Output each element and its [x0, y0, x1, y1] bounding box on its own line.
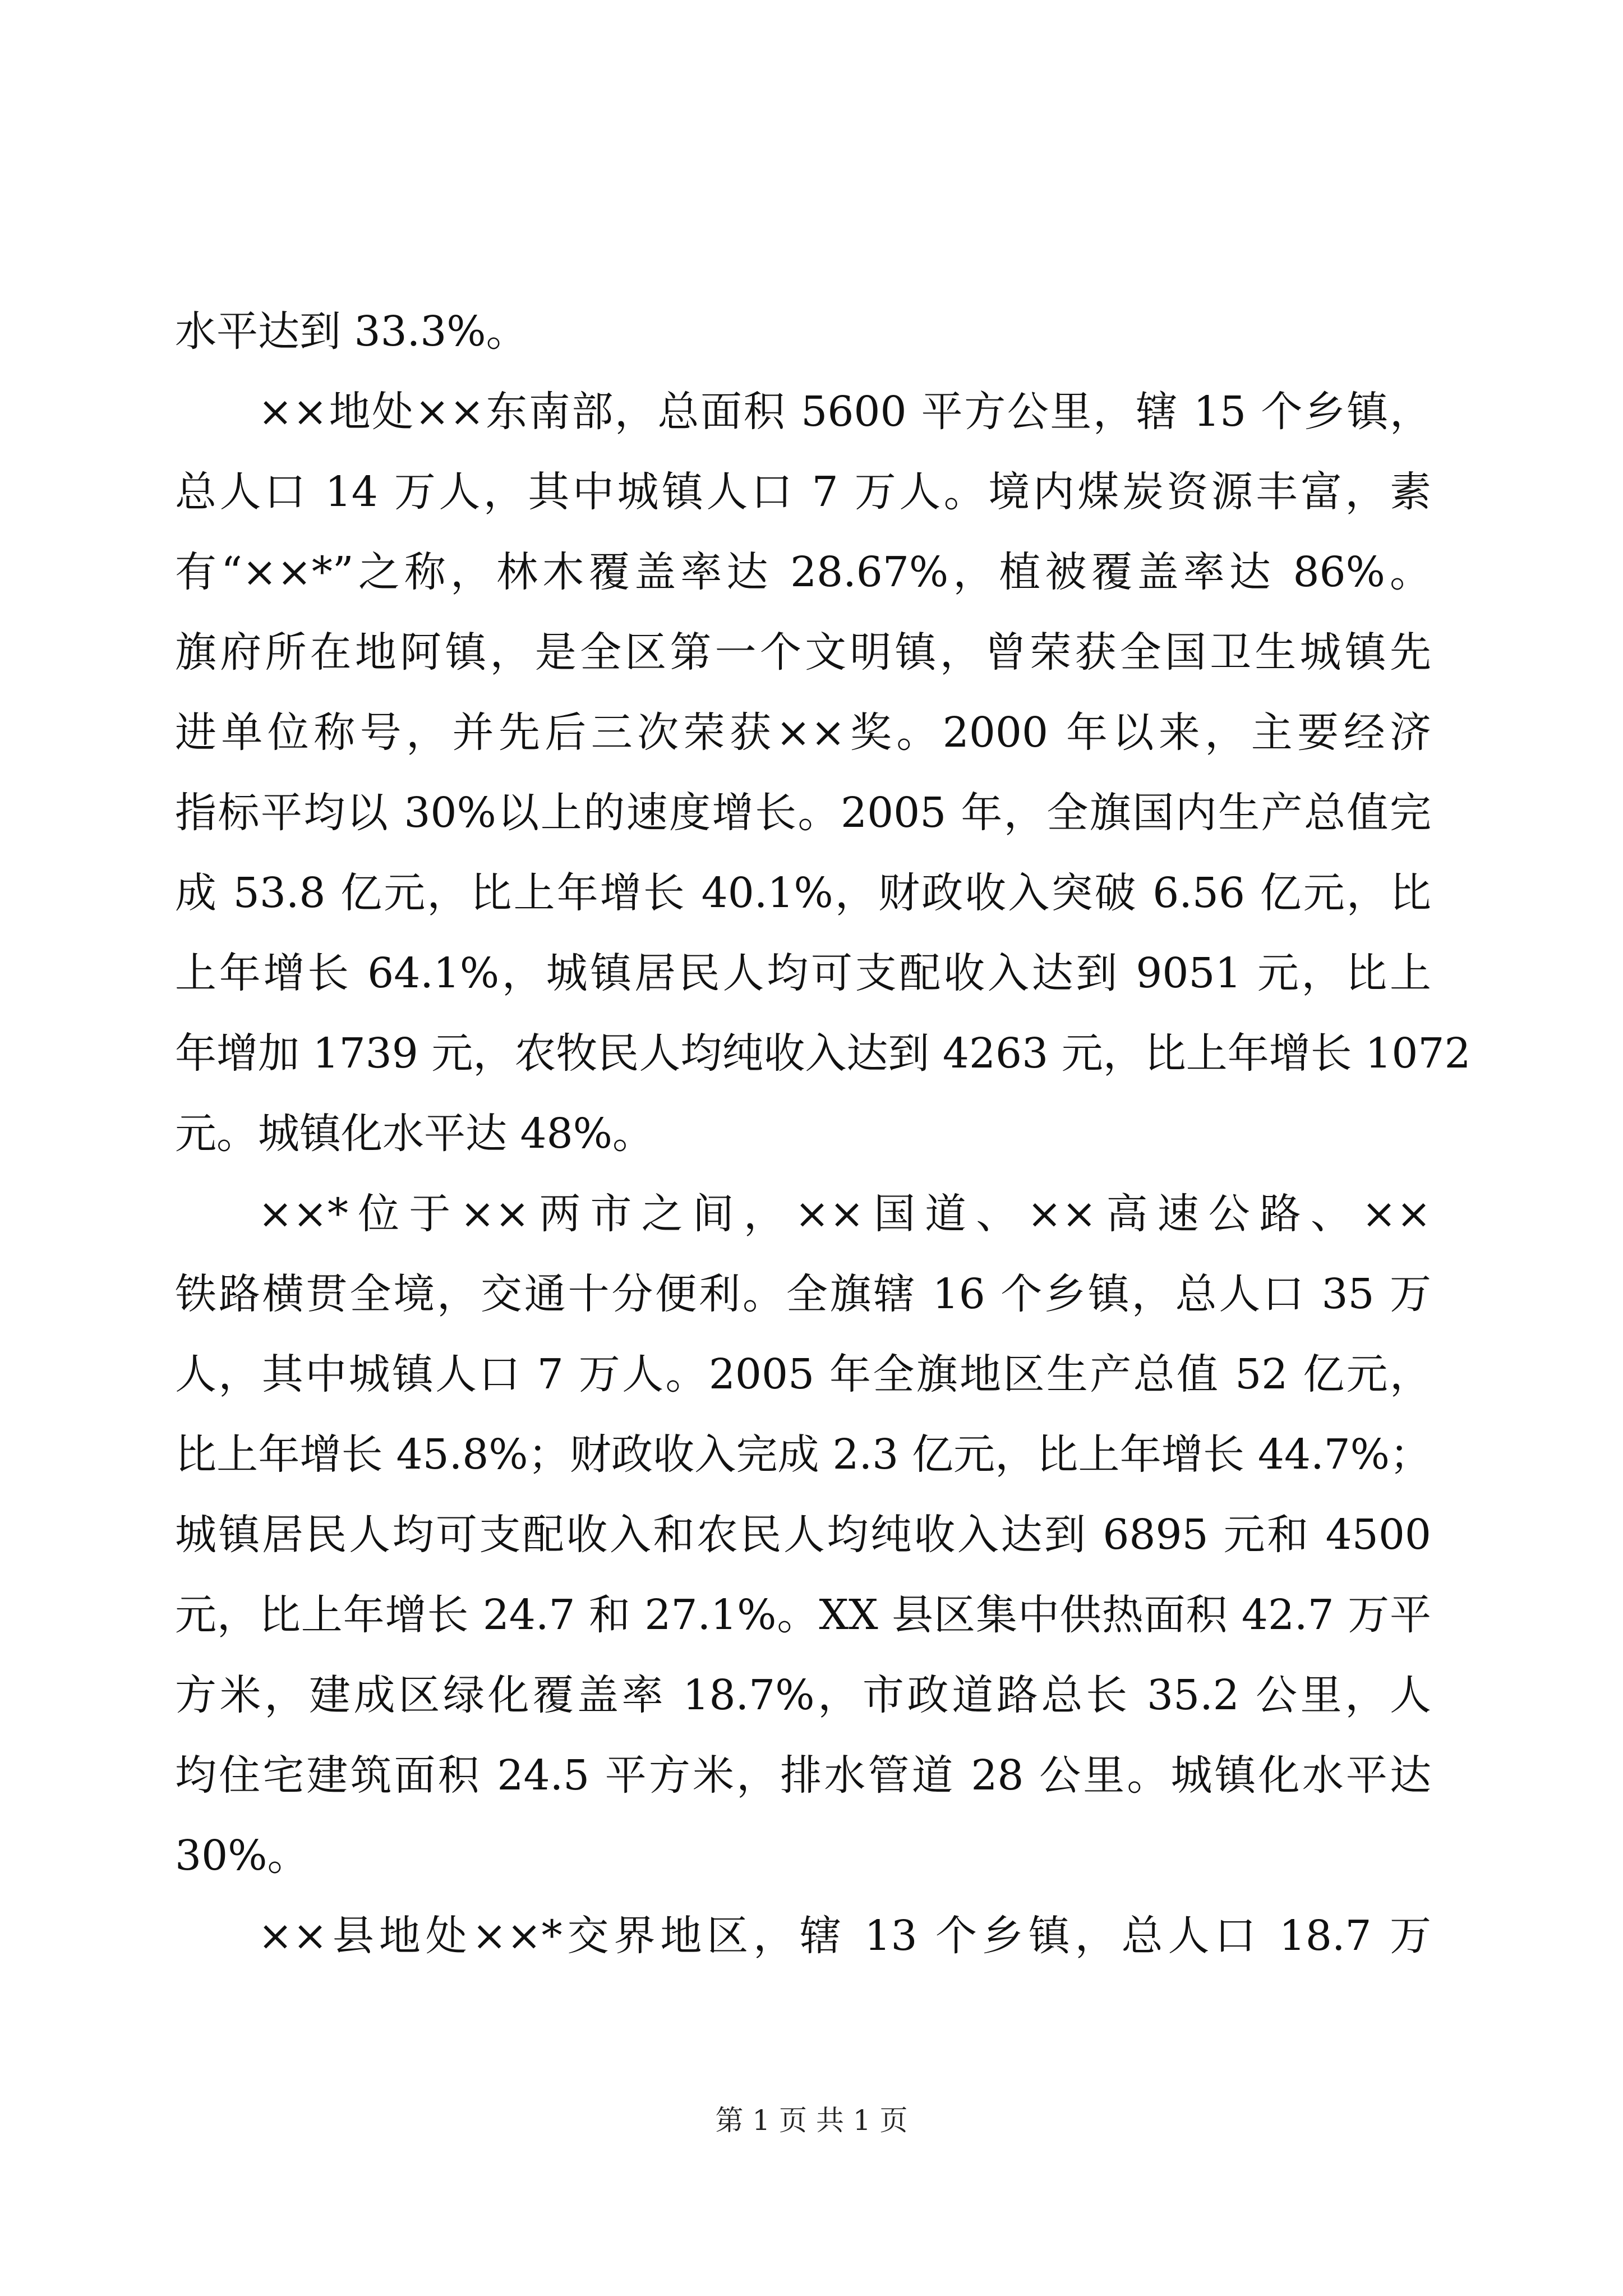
text-line: 年增加 1739 元，农牧民人均纯收入达到 4263 元，比上年增长 1072 [175, 1029, 1471, 1078]
text-line: ××县地处××*交界地区，辖 13 个乡镇，总人口 18.7 万 [258, 1912, 1431, 1960]
text-line: 指标平均以 30%以上的速度增长。2005 年，全旗国内生产总值完 [175, 789, 1431, 837]
text-line: ××*位于××两市之间，××国道、××高速公路、×× [258, 1190, 1431, 1238]
text-line: 元，比上年增长 24.7 和 27.1%。XX 县区集中供热面积 42.7 万平 [175, 1591, 1431, 1639]
text-line: 旗府所在地阿镇，是全区第一个文明镇，曾荣获全国卫生城镇先 [175, 628, 1431, 677]
text-line: 方米，建成区绿化覆盖率 18.7%，市政道路总长 35.2 公里，人 [175, 1671, 1431, 1719]
text-line: 成 53.8 亿元，比上年增长 40.1%，财政收入突破 6.56 亿元，比 [175, 869, 1431, 917]
text-line: 上年增长 64.1%，城镇居民人均可支配收入达到 9051 元，比上 [175, 949, 1431, 997]
text-line: 水平达到 33.3%。 [175, 307, 528, 356]
text-line: ××地处××东南部，总面积 5600 平方公里，辖 15 个乡镇， [258, 388, 1431, 436]
text-line: 铁路横贯全境，交通十分便利。全旗辖 16 个乡镇，总人口 35 万 [175, 1270, 1431, 1318]
text-line: 比上年增长 45.8%；财政收入完成 2.3 亿元，比上年增长 44.7%； [175, 1430, 1431, 1479]
text-line: 30%。 [175, 1832, 309, 1880]
text-line: 进单位称号，并先后三次荣获××奖。2000 年以来，主要经济 [175, 708, 1431, 757]
text-line: 总人口 14 万人，其中城镇人口 7 万人。境内煤炭资源丰富，素 [175, 468, 1431, 516]
text-line: 人，其中城镇人口 7 万人。2005 年全旗地区生产总值 52 亿元， [175, 1350, 1431, 1398]
text-line: 有“××*”之称，林木覆盖率达 28.67%，植被覆盖率达 86%。 [175, 548, 1431, 596]
text-line: 均住宅建筑面积 24.5 平方米，排水管道 28 公里。城镇化水平达 [175, 1751, 1431, 1800]
text-line: 元。城镇化水平达 48%。 [175, 1110, 654, 1158]
document-body [175, 292, 1471, 1976]
page-number-label: 第 1 页 共 1 页 [715, 2104, 908, 2137]
page-footer [0, 2101, 1623, 2140]
text-line: 城镇居民人均可支配收入和农民人均纯收入达到 6895 元和 4500 [175, 1511, 1431, 1559]
